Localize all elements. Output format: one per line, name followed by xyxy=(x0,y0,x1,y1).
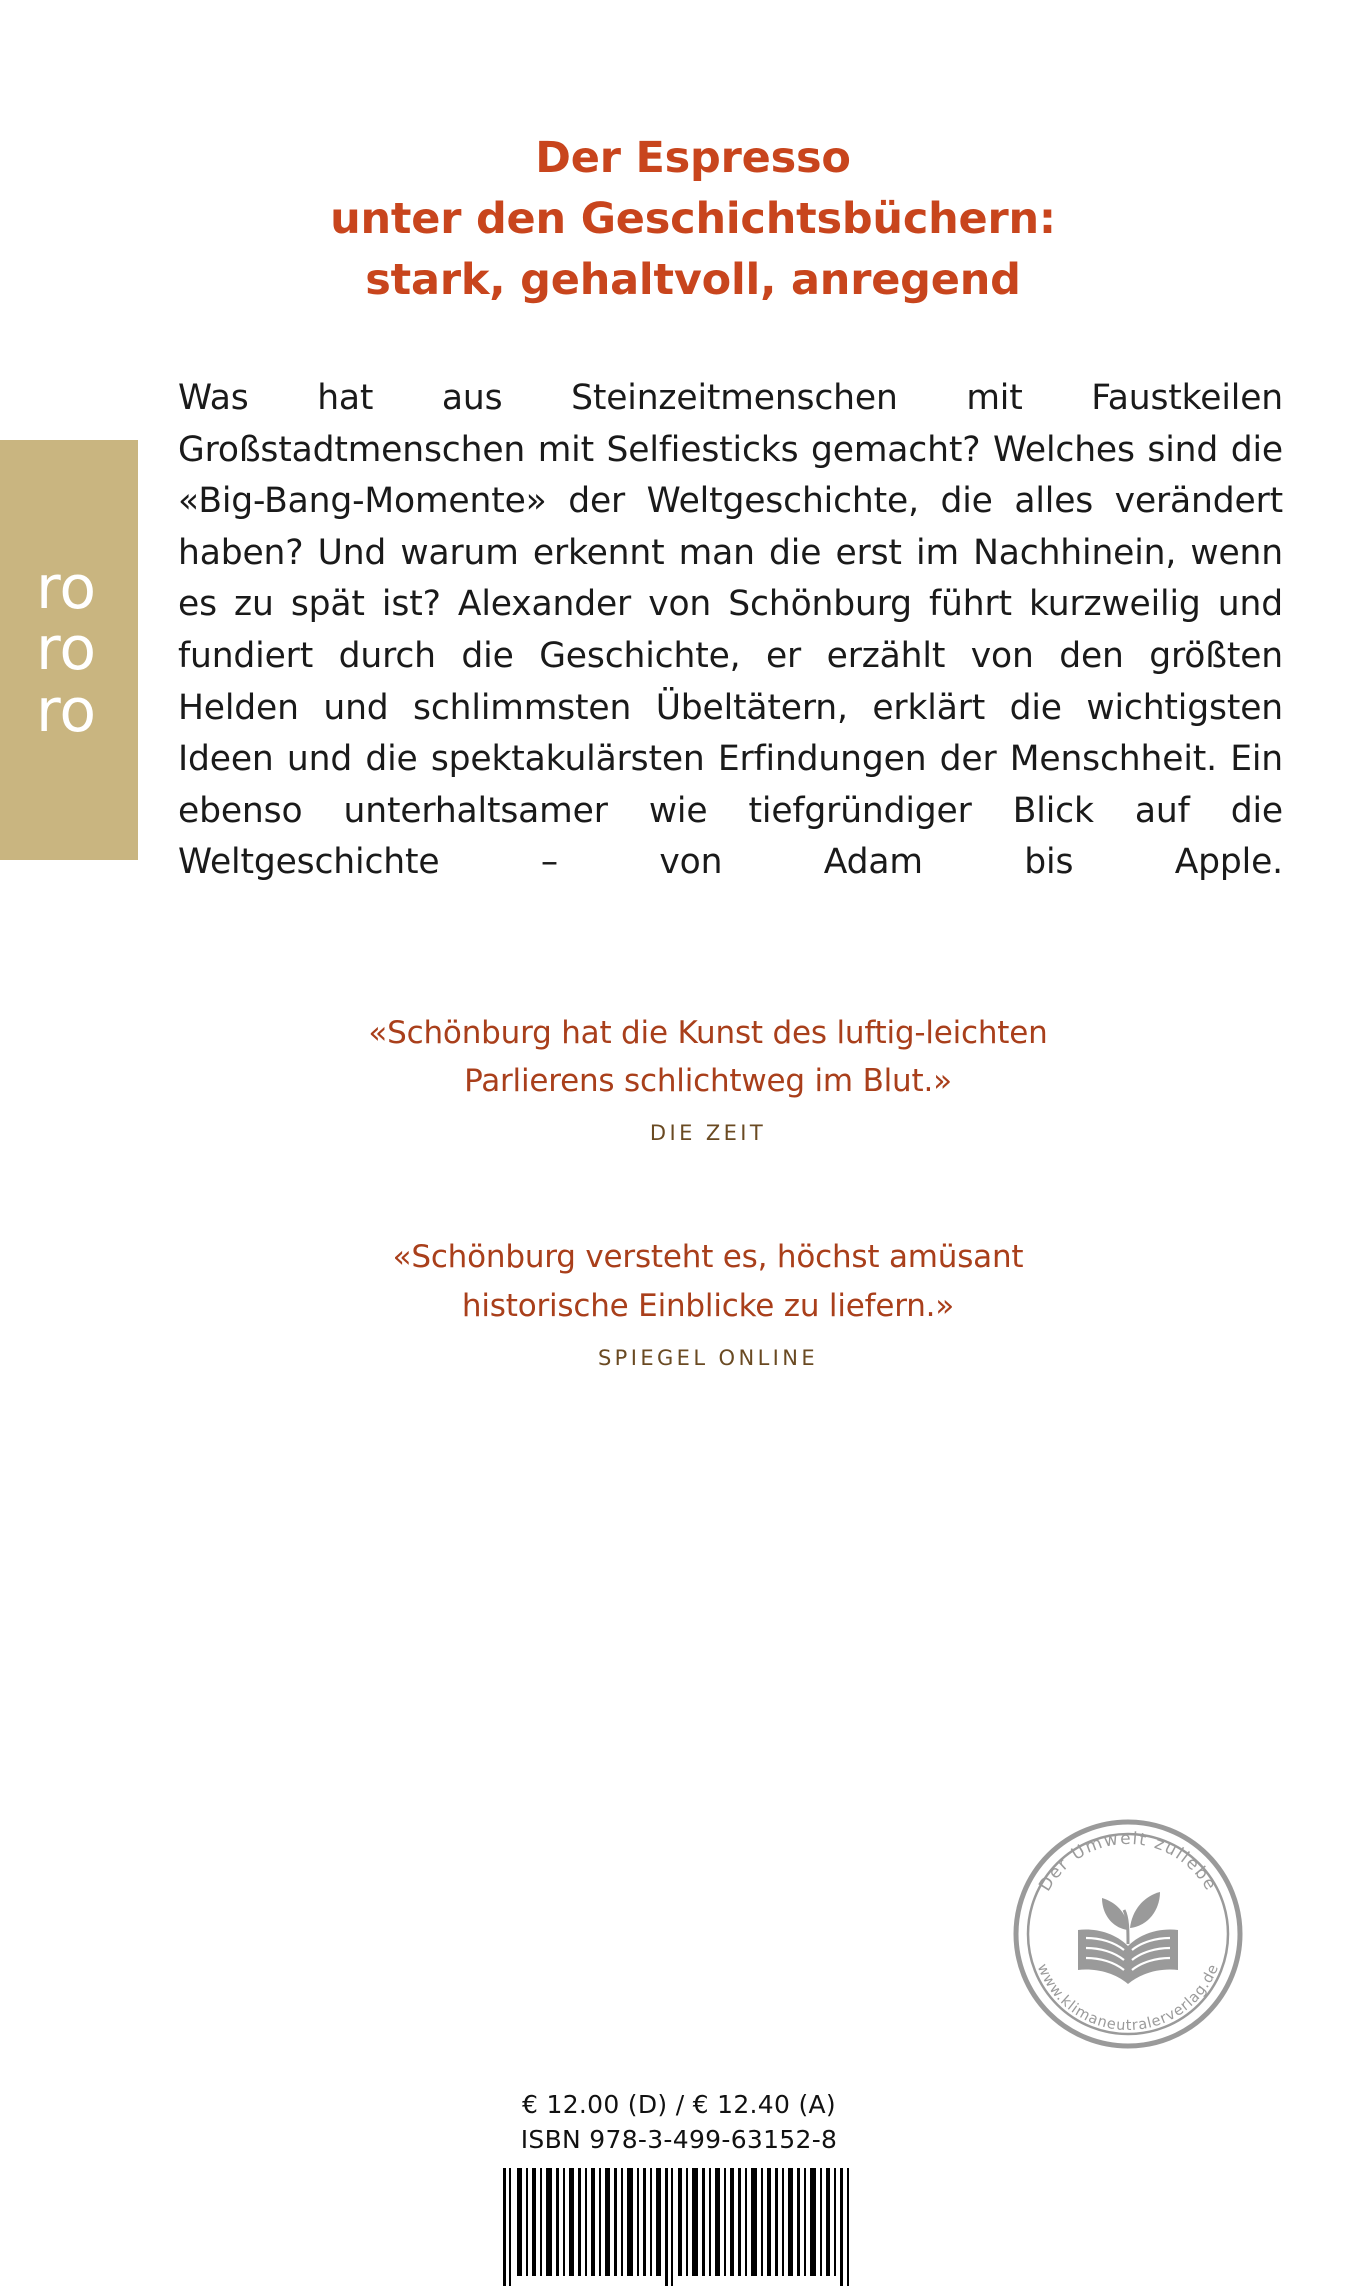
svg-text:Der Umwelt zuliebe xyxy=(1035,1829,1221,1895)
quote-line: «Schönburg versteht es, höchst amüsant xyxy=(392,1239,1024,1276)
isbn-text: ISBN 978-3-499-63152-8 xyxy=(520,2125,838,2154)
imprint-spine-tab xyxy=(0,440,138,860)
quote-source: DIE ZEIT xyxy=(649,1121,767,1146)
quote-text xyxy=(178,1009,1238,1106)
eco-seal-bottom-text: www.klimaneutralerverlag.de xyxy=(1033,1961,1223,2035)
imprint-line: ro xyxy=(35,675,97,746)
footer xyxy=(0,2090,1358,2286)
imprint-line: ro xyxy=(35,553,97,624)
price-text: € 12.00 (D) / € 12.40 (A) xyxy=(522,2090,836,2119)
eco-seal-icon xyxy=(1012,1818,1244,2050)
quote-line: Parlierens schlichtweg im Blut.» xyxy=(464,1063,952,1100)
headline-line: unter den Geschichtsbüchern: xyxy=(330,194,1056,245)
quote-source: SPIEGEL ONLINE xyxy=(597,1346,819,1371)
headline-line: Der Espresso xyxy=(535,133,851,183)
press-quotes xyxy=(178,1009,1238,1370)
quote-line: historische Einblicke zu liefern.» xyxy=(461,1287,955,1324)
quote-line: «Schönburg hat die Kunst des luftig-leichten xyxy=(368,1014,1048,1051)
barcode-icon xyxy=(499,2168,859,2286)
barcode-wrap xyxy=(0,2168,1358,2286)
quote-block xyxy=(178,1009,1238,1146)
quote-text xyxy=(178,1233,1238,1330)
quote-block xyxy=(178,1233,1238,1370)
headline-line: stark, gehaltvoll, anregend xyxy=(365,255,1021,306)
blurb-text: Was hat aus Steinzeitmenschen mit Faustkeilen Großstadtmenschen mit Selfiesticks gemacht? Welches sind die «Big-Bang-Momente» der Weltgeschichte, die alles verändert haben? Und warum erkennt man die erst im Nachhinein, wenn es zu spät ist? Alexander von Schönburg führt kurzweilig und fundiert durch die Geschichte, er erzählt von den größten Helden und schlimmsten Übeltätern, erklärt die wichtigsten Ideen und die spektakulärsten Erfindungen der Menschheit. Ein ebenso unterhaltsamer wie tiefgründiger Blick auf die Weltgeschichte – von Adam bis Apple. xyxy=(178,378,1283,883)
page-title xyxy=(188,0,1198,311)
imprint-line: ro xyxy=(35,614,97,685)
eco-seal-top-text: Der Umwelt zuliebe xyxy=(1035,1828,1221,1895)
